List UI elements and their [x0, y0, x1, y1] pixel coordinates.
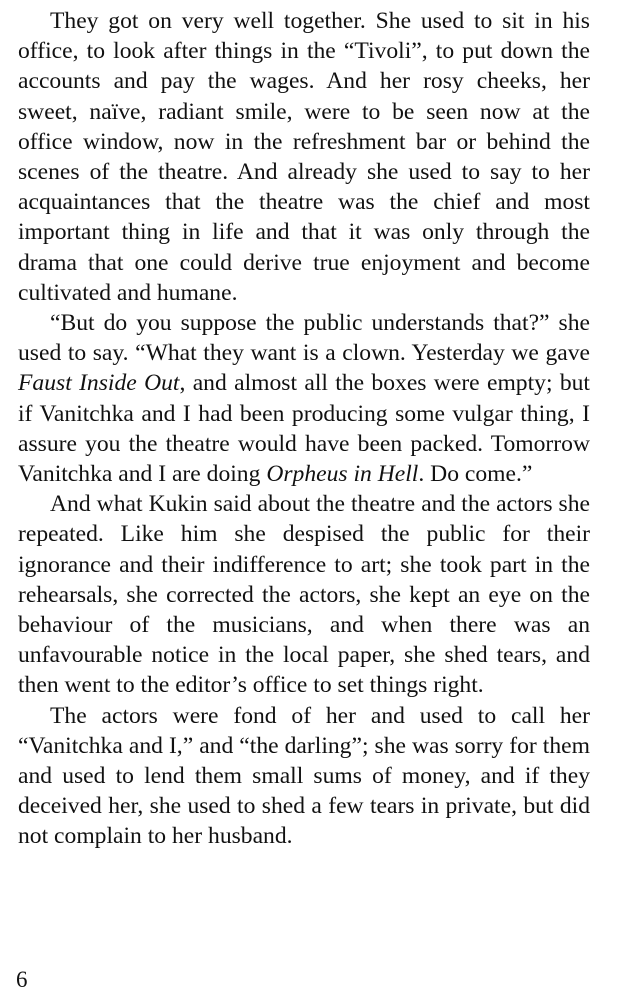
- title-faust-inside-out: Faust Inside Out: [18, 370, 180, 397]
- paragraph-4-text: The actors were fond of her and used to call her “Vanitchka and I,” and “the darling”; she was sorry for them and used to lend them small sums of money, and if they deceived her, she used to shed a few tears in private, but did not complain to her husband.: [18, 702, 590, 850]
- paragraph-1-text: They got on very well together. She used to sit in his office, to look after things in the “Tivoli”, to put down the accounts and pay the wages. And her rosy cheeks, her sweet, naïve, radiant smile, were to be seen now at the office window, now in the refreshment bar or behind the scenes of the theatre. And already she used to say to her acquaintances that the theatre was the chief and most important thing in life and that it was only through the drama that one could derive true enjoyment and become cultivated and humane.: [18, 8, 590, 306]
- title-orpheus-in-hell: Orpheus in Hell: [266, 461, 419, 488]
- paragraph-2-text-a: “But do you suppose the public understands that?” she used to say. “What they want is a clown. Yesterday we gave: [18, 310, 590, 367]
- paragraph-1: [18, 6, 590, 308]
- paragraph-3: [18, 489, 590, 700]
- paragraph-2: [18, 308, 590, 489]
- page-number: 6: [16, 967, 28, 992]
- paragraph-2-text-c: . Do come.”: [418, 461, 533, 488]
- paragraph-4: [18, 701, 590, 852]
- paragraph-3-text: And what Kukin said about the theatre and the actors she repeated. Like him she despised the public for their ignorance and their indifference to art; she took part in the rehearsals, she corrected the actors, she kept an eye on the behaviour of the musicians, and when there was an unfavourable notice in the local paper, she shed tears, and then went to the editor’s office to set things right.: [18, 491, 590, 699]
- body-text: [18, 6, 590, 852]
- paragraph-2-text-b: , and almost all the boxes were empty; but if Vanitchka and I had been producing some vulgar thing, I assure you the theatre would have been packed. Tomorrow Vanitchka and I are doing: [18, 370, 590, 488]
